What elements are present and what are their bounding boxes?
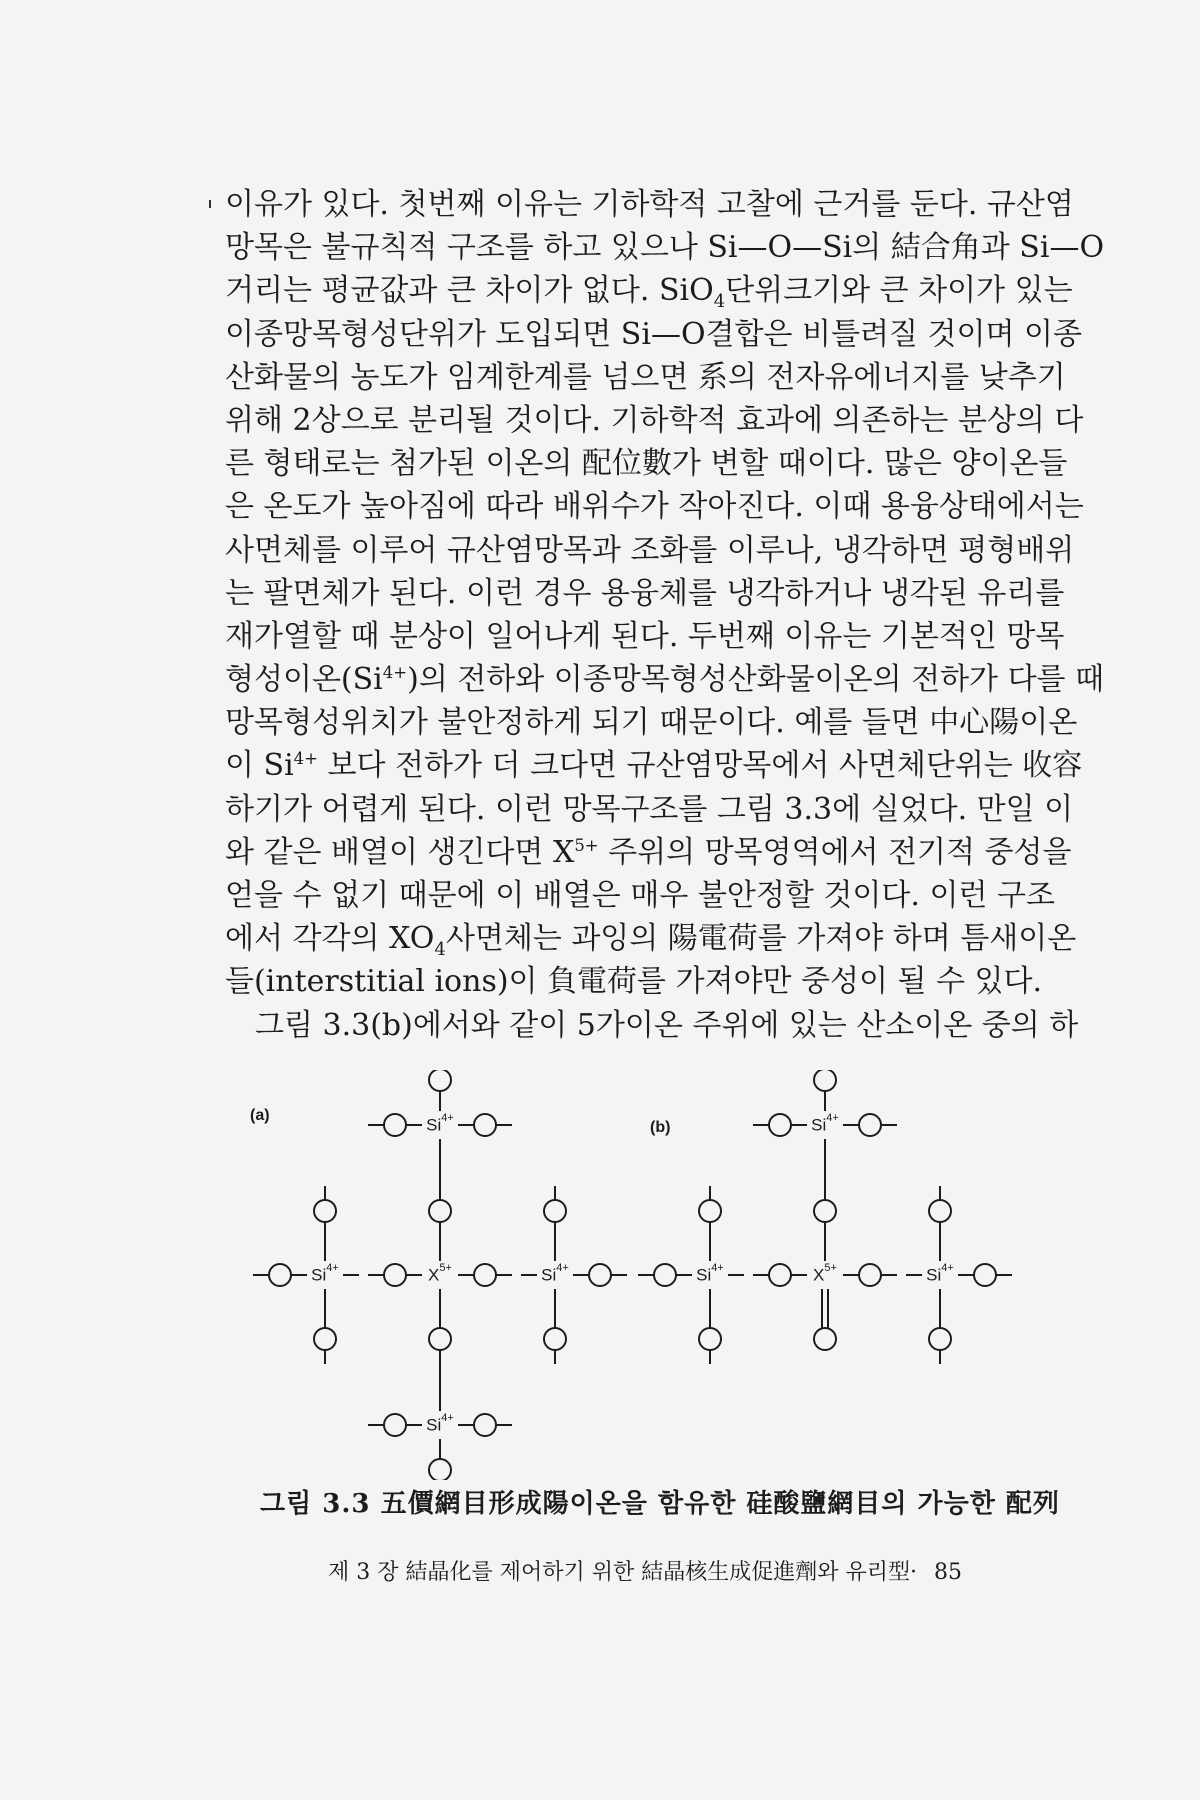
text-line: 는 팔면체가 된다. 이런 경우 용융체를 냉각하거나 냉각된 유리를	[225, 575, 1065, 611]
margin-mark	[209, 200, 211, 208]
oxygen-atom	[814, 1070, 836, 1091]
text-line: 망목은 불규칙적 구조를 하고 있으나 Si—O—Si의 結合角과 Si—O	[225, 230, 1105, 266]
x-atom-label: $X^{5+}$	[428, 1262, 452, 1285]
si-atom-label: $Si^{4+}$	[426, 1112, 454, 1135]
text-line: 재가열할 때 분상이 일어나게 된다. 두번째 이유는 기본적인 망목	[225, 618, 1065, 654]
oxygen-atom	[384, 1414, 406, 1436]
text-line: 하기가 어렵게 된다. 이런 망목구조를 그림 3.3에 실었다. 만일 이	[225, 791, 1074, 827]
text-line: 거리는 평균값과 큰 차이가 없다. SiO$_4$단위크기와 큰 차이가 있는	[225, 273, 1073, 313]
text-line: 위해 2상으로 분리될 것이다. 기하학적 효과에 의존하는 분상의 다	[225, 402, 1084, 438]
text-line: 이유가 있다. 첫번째 이유는 기하학적 고찰에 근거를 둔다. 규산염	[225, 187, 1074, 222]
oxygen-atom	[269, 1264, 291, 1286]
text-line: 망목형성위치가 불안정하게 되기 때문이다. 예를 들면 中心陽이온	[225, 705, 1078, 741]
oxygen-atom	[429, 1070, 451, 1091]
oxygen-atom	[814, 1328, 836, 1350]
oxygen-atom	[474, 1414, 496, 1436]
oxygen-atom	[929, 1328, 951, 1350]
oxygen-atom	[699, 1328, 721, 1350]
oxygen-atom	[314, 1328, 336, 1350]
oxygen-atom	[544, 1328, 566, 1350]
footer-title: 結晶化를 제어하기 위한 結晶核生成促進劑와 유리型·	[405, 1560, 917, 1585]
text-line: 그림 3.3(b)에서와 같이 5가이온 주위에 있는 산소이온 중의 하	[255, 1007, 1079, 1043]
oxygen-atom	[929, 1200, 951, 1222]
text-line: 은 온도가 높아짐에 따라 배위수가 작아진다. 이때 용융상태에서는	[225, 489, 1084, 525]
text-line: 들(interstitial ions)이 負電荷를 가져야만 중성이 될 수 있다.	[225, 964, 1043, 1000]
footer-chapter: 제 3 장	[328, 1560, 399, 1585]
text-line: 산화물의 농도가 임계한계를 넘으면 系의 전자유에너지를 낮추기	[225, 359, 1066, 395]
oxygen-atom	[769, 1114, 791, 1136]
si-atom-label: $Si^{4+}$	[696, 1262, 724, 1285]
oxygen-atom	[589, 1264, 611, 1286]
oxygen-atom	[814, 1200, 836, 1222]
body-paragraph	[225, 183, 1105, 1047]
text-line: 이종망목형성단위가 도입되면 Si—O결합은 비틀려질 것이며 이종	[225, 316, 1082, 352]
oxygen-atom	[974, 1264, 996, 1286]
text-line: 형성이온$(Si^{4+})$의 전하와 이종망목형성산화물이온의 전하가 다를 때	[225, 662, 1105, 698]
text-line: 른 형태로는 첨가된 이온의 配位數가 변할 때이다. 많은 양이온들	[225, 446, 1068, 482]
figure-caption: 그림 3.3 五價網目形成陽이온을 함유한 硅酸鹽網目의 가능한 配列	[260, 1489, 1060, 1519]
si-atom-label: $Si^{4+}$	[311, 1262, 339, 1285]
panel-b-label: (b)	[650, 1119, 671, 1136]
text-line: 이 $Si^{4+}$ 보다 전하가 더 크다면 규산염망목에서 사면체단위는 收容	[225, 748, 1083, 784]
si-atom-label: $Si^{4+}$	[426, 1412, 454, 1435]
network-structure-figure	[215, 1070, 1015, 1480]
oxygen-atom	[314, 1200, 336, 1222]
page-number: 85	[934, 1560, 962, 1585]
text-line: 와 같은 배열이 생긴다면 $X^{5+}$ 주위의 망목영역에서 전기적 중성을	[225, 834, 1072, 870]
oxygen-atom	[474, 1264, 496, 1286]
oxygen-atom	[544, 1200, 566, 1222]
oxygen-atom	[429, 1459, 451, 1480]
oxygen-atom	[429, 1328, 451, 1350]
page-footer	[328, 1555, 1068, 1586]
oxygen-atom	[859, 1264, 881, 1286]
oxygen-atom	[429, 1200, 451, 1222]
oxygen-atom	[384, 1114, 406, 1136]
text-line: 사면체를 이루어 규산염망목과 조화를 이루나, 냉각하면 평형배위	[225, 532, 1075, 568]
si-atom-label: $Si^{4+}$	[811, 1112, 839, 1135]
text-line: 얻을 수 없기 때문에 이 배열은 매우 불안정할 것이다. 이런 구조	[225, 878, 1055, 913]
oxygen-atom	[384, 1264, 406, 1286]
oxygen-atom	[859, 1114, 881, 1136]
si-atom-label: $Si^{4+}$	[541, 1262, 569, 1285]
x-atom-label: $X^{5+}$	[813, 1262, 837, 1285]
text-line: 에서 각각의 $XO_4$사면체는 과잉의 陽電荷를 가져야 하며 틈새이온	[225, 921, 1077, 961]
panel-a-label: (a)	[250, 1107, 270, 1124]
oxygen-atom	[769, 1264, 791, 1286]
oxygen-atom	[699, 1200, 721, 1222]
si-atom-label: $Si^{4+}$	[926, 1262, 954, 1285]
oxygen-atom	[474, 1114, 496, 1136]
oxygen-atom	[654, 1264, 676, 1286]
